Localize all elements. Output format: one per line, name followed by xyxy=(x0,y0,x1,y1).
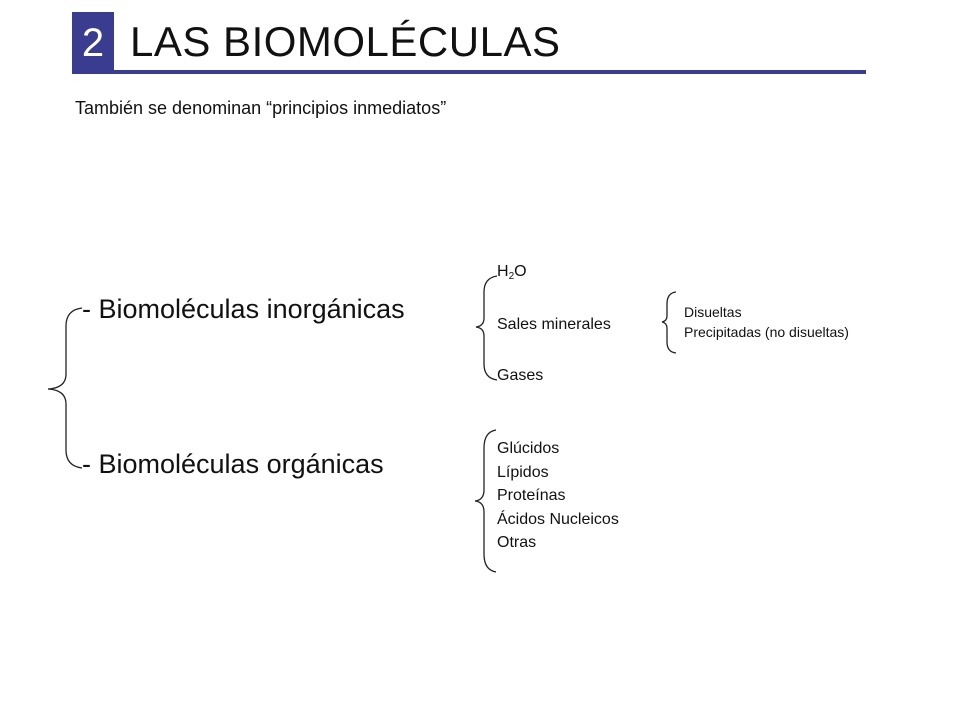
water-base: H xyxy=(497,263,509,280)
item-acidos-nucleicos: Ácidos Nucleicos xyxy=(497,510,619,528)
page-title: LAS BIOMOLÉCULAS xyxy=(130,18,561,65)
salts-brace xyxy=(662,292,676,353)
item-proteinas: Proteínas xyxy=(497,487,566,504)
salts-dissolved: Disueltas xyxy=(684,304,742,320)
category-inorganic: - Biomoléculas inorgánicas xyxy=(82,294,405,324)
organic-items-list xyxy=(497,437,619,555)
organic-brace xyxy=(475,430,496,572)
category-organic: - Biomoléculas orgánicas xyxy=(82,449,384,479)
item-glucidos: Glúcidos xyxy=(497,440,560,457)
item-otras: Otras xyxy=(497,534,537,551)
subtitle: También se denominan “principios inmediatos” xyxy=(75,98,447,118)
item-lipidos: Lípidos xyxy=(497,463,549,481)
item-water xyxy=(497,262,527,287)
main-left-brace xyxy=(48,308,82,468)
item-gases: Gases xyxy=(497,367,544,384)
item-mineral-salts: Sales minerales xyxy=(497,316,611,333)
water-tail: O xyxy=(514,263,527,280)
water-subscript: 2 xyxy=(508,271,515,282)
salts-precipitated: Precipitadas (no disueltas) xyxy=(684,324,849,340)
section-number: 2 xyxy=(81,20,105,65)
inorganic-brace xyxy=(476,276,497,380)
